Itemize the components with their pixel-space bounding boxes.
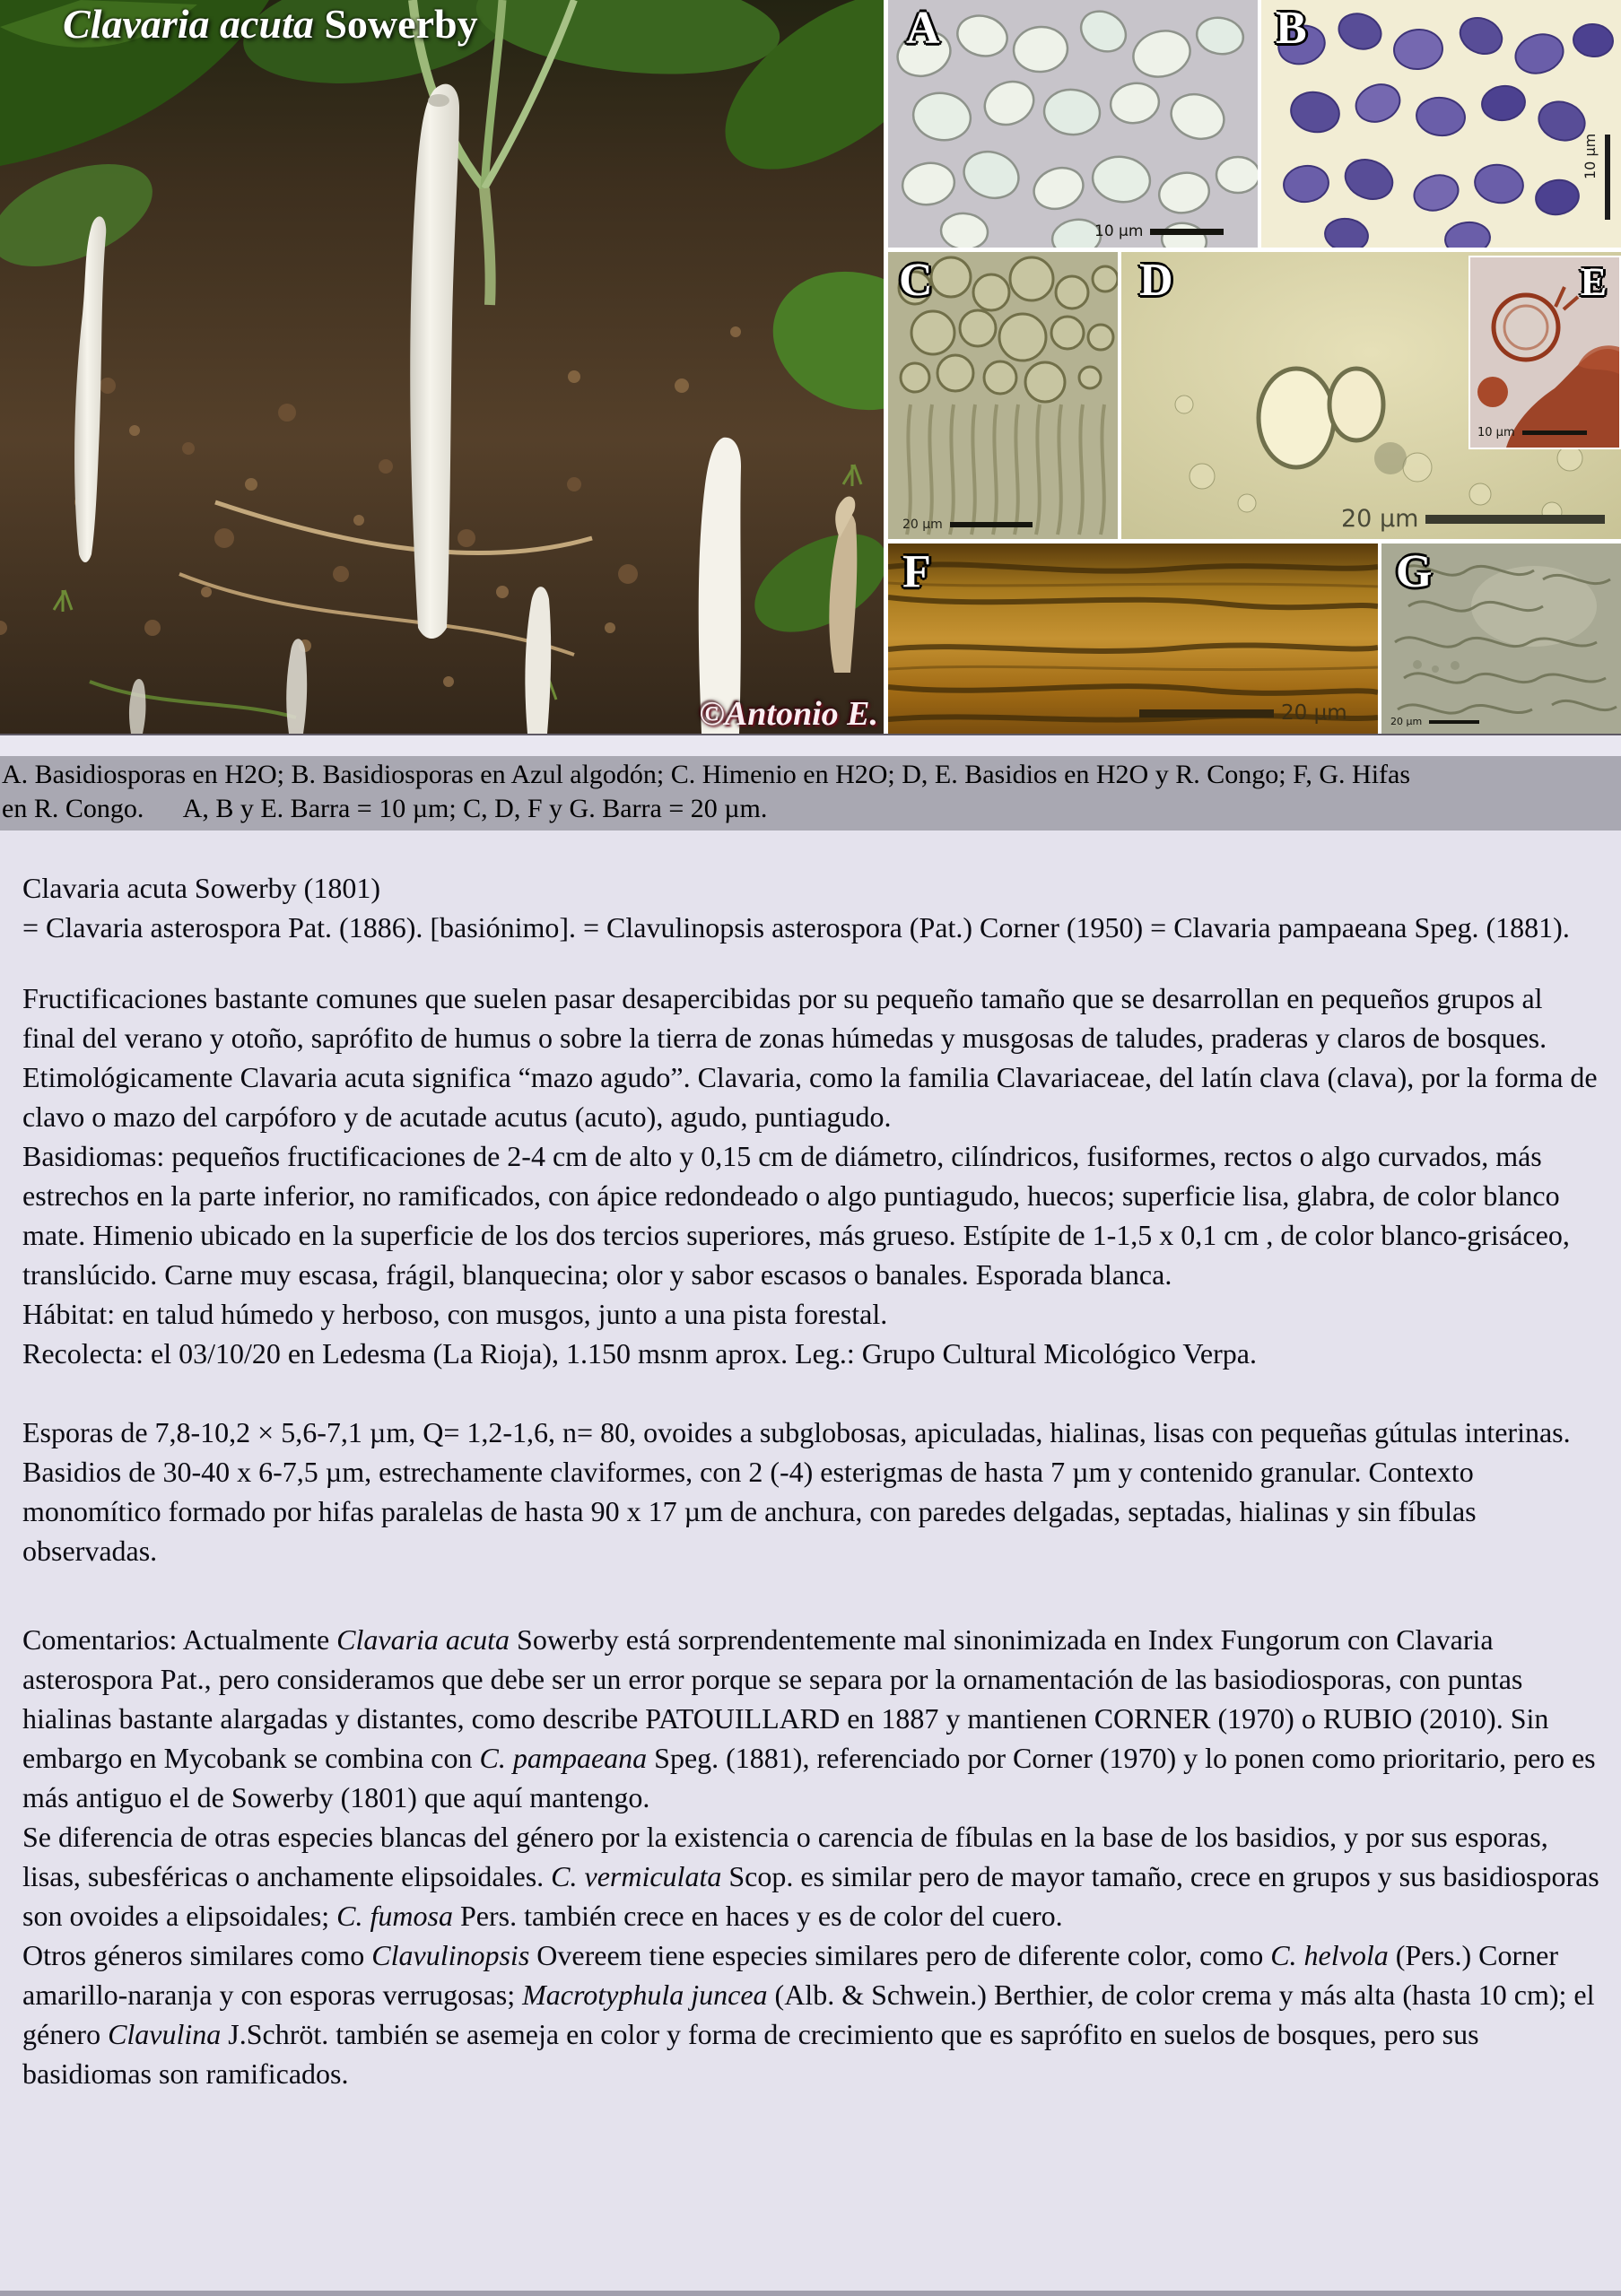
scale-bar-f: 20 µm <box>1139 701 1347 725</box>
micrograph-grid <box>884 0 1621 734</box>
species-name-italic: Clavaria acuta <box>336 1623 510 1656</box>
habitat-photo <box>0 0 884 734</box>
body-text-run: Overeem tiene especies similares pero de diferente color, como <box>529 1939 1271 1971</box>
body-text-run: Pers. también crece en haces y es de color del cuero. <box>452 1900 1063 1932</box>
species-title-author: Sowerby <box>313 1 478 47</box>
body-text-run: Hábitat: en talud húmedo y herboso, con musgos, junto a una pista forestal. <box>22 1298 888 1330</box>
micrograph-label-e: E <box>1580 260 1607 304</box>
scale-bar-d: 20 µm <box>1341 505 1605 533</box>
scale-bar-a: 10 µm <box>1094 222 1224 240</box>
photo-montage <box>0 0 1621 734</box>
body-text-run: Speg. (1881), referenciado por Corner (1970) y lo ponen como prioritario, pero es más antiguo el de Sowerby (1801) que aquí mantengo. <box>22 1742 1596 1813</box>
body-paragraph <box>22 1057 1601 1136</box>
micrograph-panel-g <box>1381 544 1621 734</box>
body-text-run: Comentarios: Actualmente <box>22 1623 337 1656</box>
species-name-italic: C. fumosa <box>336 1900 453 1932</box>
micrograph-label-b: B <box>1276 3 1307 54</box>
species-title <box>63 0 478 48</box>
species-name-italic: Clavulinopsis <box>371 1939 530 1971</box>
body-text-run: Basidiomas: pequeños fructificaciones de 2-4 cm de alto y 0,15 cm de diámetro, cilíndricos, fusiformes, rectos o algo curvados, más estrechos en la parte inferior, no ramificados, con ápice redondeado o algo puntiagudo, huecos; superficie lisa, glabra, de color blanco mate. Himenio ubicado en la superficie de los dos tercios superiores, más grueso. Estípite de 1-1,5 x 0,1 cm , de color blanco-grisáceo, translúcido. Carne muy escasa, frágil, blanquecina; olor y sabor escasos o banales. Esporada blanca. <box>22 1140 1570 1291</box>
species-name-italic: C. helvola <box>1270 1939 1389 1971</box>
body-text-run: Scop. es similar pero de mayor tamaño, crece en grupos y sus basidiosporas son ovoides a elipsoidales; <box>22 1860 1599 1932</box>
body-text-run: Recolecta: el 03/10/20 en Ledesma (La Rioja), 1.150 msnm aprox. Leg.: Grupo Cultural Micológico Verpa. <box>22 1337 1257 1370</box>
species-title-italic: Clavaria acuta <box>63 1 314 47</box>
species-name-italic: C. pampaeana <box>479 1742 648 1774</box>
body-text-run: = Clavaria asterospora Pat. (1886). [basiónimo]. = Clavulinopsis asterospora (Pat.) Corner (1950) = Clavaria pampaeana Speg. (1881). <box>22 911 1570 944</box>
body-text-run: Sowerby está sorprendentemente mal sinonimizada en Index Fungorum con Clavaria asterospora Pat., pero consideramos que debe ser un error porque se separa por la ornamentación de las basiodiosporas, con puntas hialinas bastante alargadas y distantes, como describe PATOUILLARD en 1887 y mantienen CORNER (1970) o RUBIO (2010). Sin embargo en Mycobank se combina con <box>22 1623 1549 1774</box>
micrograph-label-g: G <box>1396 546 1433 597</box>
micrograph-panel-f <box>888 544 1378 734</box>
body-text-run: Esporas de 7,8-10,2 × 5,6-7,1 µm, Q= 1,2-1,6, n= 80, ovoides a subglobosas, apiculadas, hialinas, lisas con pequeñas gútulas interinas. Basidios de 30-40 x 6-7,5 µm, estrechamente claviformes, con 2 (-4) esterigmas de hasta 7 µm y contenido granular. Contexto monomítico formado por hifas paralelas de hasta 90 x 17 µm de anchura, con paredes delgadas, septadas, hialinas y sin fíbulas observadas. <box>22 1416 1571 1567</box>
scale-bar-e: 10 µm <box>1477 426 1587 439</box>
body-paragraph <box>22 1334 1601 1373</box>
body-paragraph <box>22 1935 1601 2093</box>
description-text <box>22 868 1601 2093</box>
micrograph-panel-e <box>1468 256 1621 449</box>
body-text-run: Clavaria acuta Sowerby (1801) <box>22 872 380 904</box>
micrograph-panel-a <box>888 0 1258 248</box>
bottom-strip <box>0 2291 1621 2296</box>
body-text-run: (Alb. & Schwein.) Berthier, de color crema y más alta (hasta 10 cm); el género <box>22 1979 1595 2050</box>
body-text-run: Fructificaciones bastante comunes que suelen pasar desapercibidas por su pequeño tamaño que se desarrollan en pequeños grupos al final del verano y otoño, saprófito de humus o sobre la tierra de zonas húmedas y musgosas de taludes, praderas y claros de bosques. <box>22 982 1547 1054</box>
caption-line-1: A. Basidiosporas en H2O; B. Basidiosporas en Azul algodón; C. Himenio en H2O; D, E. Basidios en H2O y R. Congo; F, G. Hifas <box>2 760 1411 789</box>
scale-bar-g: 20 µm <box>1390 716 1479 727</box>
body-paragraph <box>22 868 1601 908</box>
species-name-italic: C. vermiculata <box>551 1860 722 1892</box>
micrograph-label-c: C <box>899 255 933 306</box>
micrograph-panel-c <box>888 252 1118 539</box>
body-text-run: Se diferencia de otras especies blancas del género por la existencia o carencia de fíbulas en la base de los basidios, y por sus esporas, lisas, subesféricas o anchamente elipsoidales. <box>22 1821 1548 1892</box>
species-name-italic: Macrotyphula juncea <box>522 1979 768 2011</box>
body-paragraph <box>22 1136 1601 1294</box>
micrograph-label-a: A <box>906 3 940 54</box>
habitat-photo-art <box>0 0 884 734</box>
body-text-run: Otros géneros similares como <box>22 1939 372 1971</box>
caption-bar <box>0 756 1621 831</box>
photo-divider <box>0 734 1621 756</box>
scale-bar-c: 20 µm <box>902 517 1033 532</box>
body-paragraph <box>22 1413 1601 1570</box>
body-paragraph <box>22 978 1601 1057</box>
body-paragraph <box>22 1620 1601 1817</box>
micrograph-panel-b <box>1261 0 1621 248</box>
body-text-run: (Pers.) Corner amarillo-naranja y con esporas verrugosas; <box>22 1939 1558 2011</box>
caption-line-2: en R. Congo. A, B y E. Barra = 10 µm; C, D, F y G. Barra = 20 µm. <box>2 794 768 823</box>
body-paragraph <box>22 1817 1601 1935</box>
body-text-run: J.Schröt. también se asemeja en color y forma de crecimiento que es saprófito en suelos de bosques, pero sus basidiomas son ramificados. <box>22 2018 1479 2090</box>
species-name-italic: Clavulina <box>108 2018 222 2050</box>
body-paragraph <box>22 908 1601 947</box>
micrograph-label-d: D <box>1139 255 1173 306</box>
photo-credit: ©Antonio E. <box>699 695 878 733</box>
body-text-run: Etimológicamente Clavaria acuta significa “mazo agudo”. Clavaria, como la familia Clavariaceae, del latín clava (clava), por la forma de clavo o mazo del carpóforo y de acutade acutus (acuto), agudo, puntiagudo. <box>22 1061 1598 1133</box>
svg-text:10 µm: 10 µm <box>1582 133 1599 179</box>
body-paragraph <box>22 1294 1601 1334</box>
micrograph-label-f: F <box>902 546 931 597</box>
